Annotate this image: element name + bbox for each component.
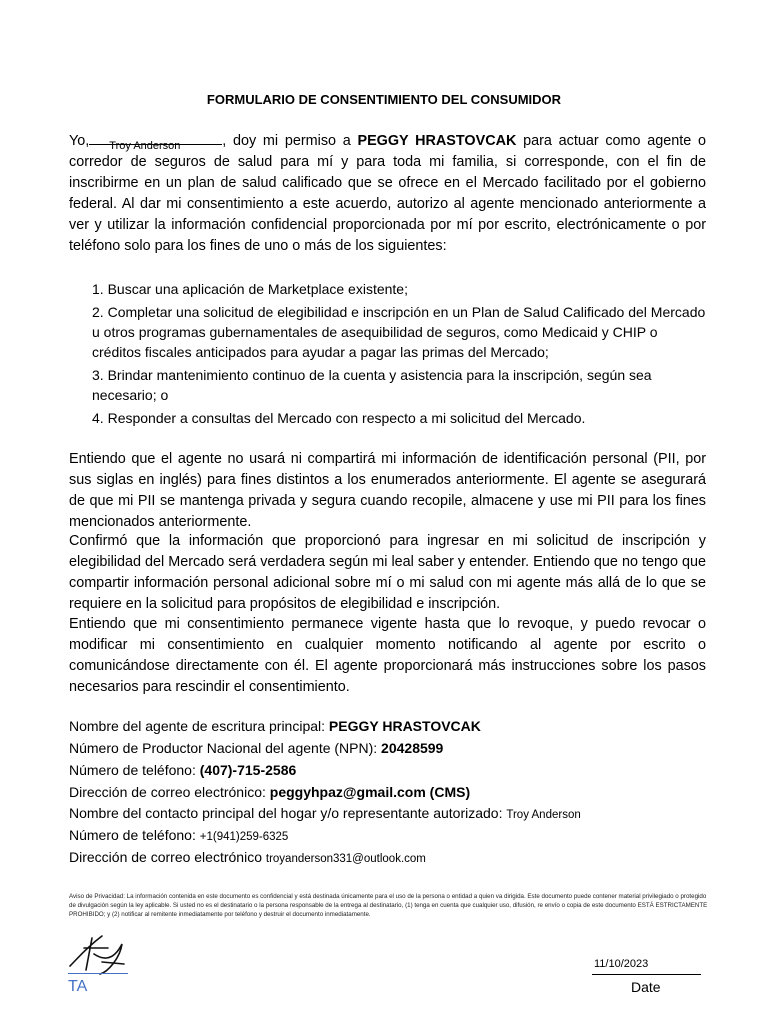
agent-name-line [69, 716, 481, 737]
signature-initials: TA [68, 978, 88, 995]
contact-name-line [69, 803, 581, 826]
date-label: Date [631, 979, 661, 995]
contact-email-value: troyanderson331@outlook.com [265, 853, 426, 865]
contact-email-label: Dirección de correo electrónico [69, 849, 266, 865]
list-item-number: 1. [92, 281, 104, 297]
contact-name-value: Troy Anderson [506, 809, 581, 821]
contact-phone-value: +1(941)259-6325 [199, 831, 289, 843]
list-item-number: 4. [92, 410, 104, 426]
contact-phone-label: Número de teléfono: [69, 827, 200, 843]
pii-paragraph: Entiendo que el agente no usará ni compartirá mi información de identificación personal (PII, por sus siglas en inglés) para fines distintos a los enumerados anteriormente. El agente se asegurará de que mi PII se mantenga privada y segura cuando recopile, almacene y use mi PII para los fines mencionados anteriormente. [69, 451, 706, 530]
date-line [592, 974, 701, 975]
intro-prefix: Yo, [69, 133, 90, 149]
list-item-text: Brindar mantenimiento continuo de la cuenta y asistencia para la inscripción, según sea necesario; o [92, 367, 652, 403]
revocation-paragraph: Entiendo que mi consentimiento permanece vigente hasta que lo revoque, y puedo revocar o modificar mi consentimiento en cualquier momento notificando al agente por escrito o comunicándose directamente con él. El agente proporcionará más instrucciones sobre los pasos necesarios para rescindir el consentimiento. [69, 616, 706, 695]
consumer-name-value: Troy Anderson [109, 140, 181, 152]
list-item-text: Completar una solicitud de elegibilidad e inscripción en un Plan de Salud Calificado del Mercado u otros programas gubernamentales de asequibilidad de seguros, como Medicaid y CHIP o créditos fiscales anticipados para ayudar a pagar las primas del Mercado; [92, 304, 706, 360]
agent-phone-value: (407)-715-2586 [199, 762, 297, 778]
signature-icon [64, 928, 128, 976]
agent-email-value: peggyhpaz@gmail.com (CMS) [269, 784, 471, 800]
list-item-text: Buscar una aplicación de Marketplace existente; [107, 281, 408, 297]
list-item [92, 365, 706, 405]
permission-list [92, 279, 706, 431]
consumer-name-field [89, 140, 222, 152]
agent-email-label: Dirección de correo electrónico: [69, 784, 270, 800]
npn-label: Número de Productor Nacional del agente (NPN): [69, 740, 382, 756]
date-value: 11/10/2023 [594, 958, 649, 970]
privacy-notice: Aviso de Privacidad: La información contenida en este documento es confidencial y está destinada únicamente para el uso de la persona o entidad a quien va dirigida. Este documento puede contener material privilegiado o protegido de divulgación según la ley aplicable. Si usted no es el destinatario o la persona responsable de la entrega al destinatario, (1) tenga en cuenta que cualquier uso, difusión, re envío o copia de este documento ESTÁ ESTRICTAMENTE PROHIBIDO; y (2) notificar al remitente inmediatamente por teléfono y destruir el documento inmediatamente. [69, 893, 708, 918]
list-item-text: Responder a consultas del Mercado con respecto a mi solicitud del Mercado. [107, 410, 586, 426]
contact-phone-line [69, 825, 288, 848]
contact-name-label: Nombre del contacto principal del hogar y/o representante autorizado: [69, 805, 507, 821]
agent-phone-line [69, 760, 296, 781]
intro-text-2: para actuar como agente o corredor de seguros de salud para mí y para toda mi familia, si corresponde, con el fin de inscribirme en un plan de salud calificado que se ofrece en el Mercado facilitado por el gobierno federal. Al dar mi consentimiento a este acuerdo, autorizo al agente mencionado anteriormente a ver y utilizar la información confidencial proporcionada por mí por escrito, electrónicamente o por teléfono solo para los fines de uno o más de los siguientes: [69, 133, 707, 254]
list-item-number: 2. [92, 304, 104, 320]
form-title: FORMULARIO DE CONSENTIMIENTO DEL CONSUMIDOR [206, 92, 562, 107]
npn-line [69, 738, 443, 759]
contact-email-line [69, 847, 426, 870]
intro-text-1: , doy mi permiso a [222, 133, 358, 149]
intro-paragraph [69, 131, 706, 257]
agent-name-label: Nombre del agente de escritura principal: [69, 718, 329, 734]
intro-agent-name: PEGGY HRASTOVCAK [357, 133, 517, 149]
npn-value: 20428599 [381, 740, 444, 756]
agent-email-line [69, 782, 470, 803]
list-item [92, 408, 706, 428]
agent-name-value: PEGGY HRASTOVCAK [328, 718, 481, 734]
signature-line [68, 973, 128, 974]
confirmation-paragraph: Confirmó que la información que proporcionó para ingresar en mi solicitud de inscripción y elegibilidad del Mercado será verdadera según mi leal saber y entender. Entiendo que no tengo que compartir información personal adicional sobre mí o mi salud con mi agente más allá de lo que se requiere en la solicitud para propósitos de elegibilidad e inscripción. [69, 533, 706, 612]
agent-phone-label: Número de teléfono: [69, 762, 200, 778]
list-item [92, 279, 706, 299]
list-item [92, 302, 706, 362]
list-item-number: 3. [92, 367, 104, 383]
